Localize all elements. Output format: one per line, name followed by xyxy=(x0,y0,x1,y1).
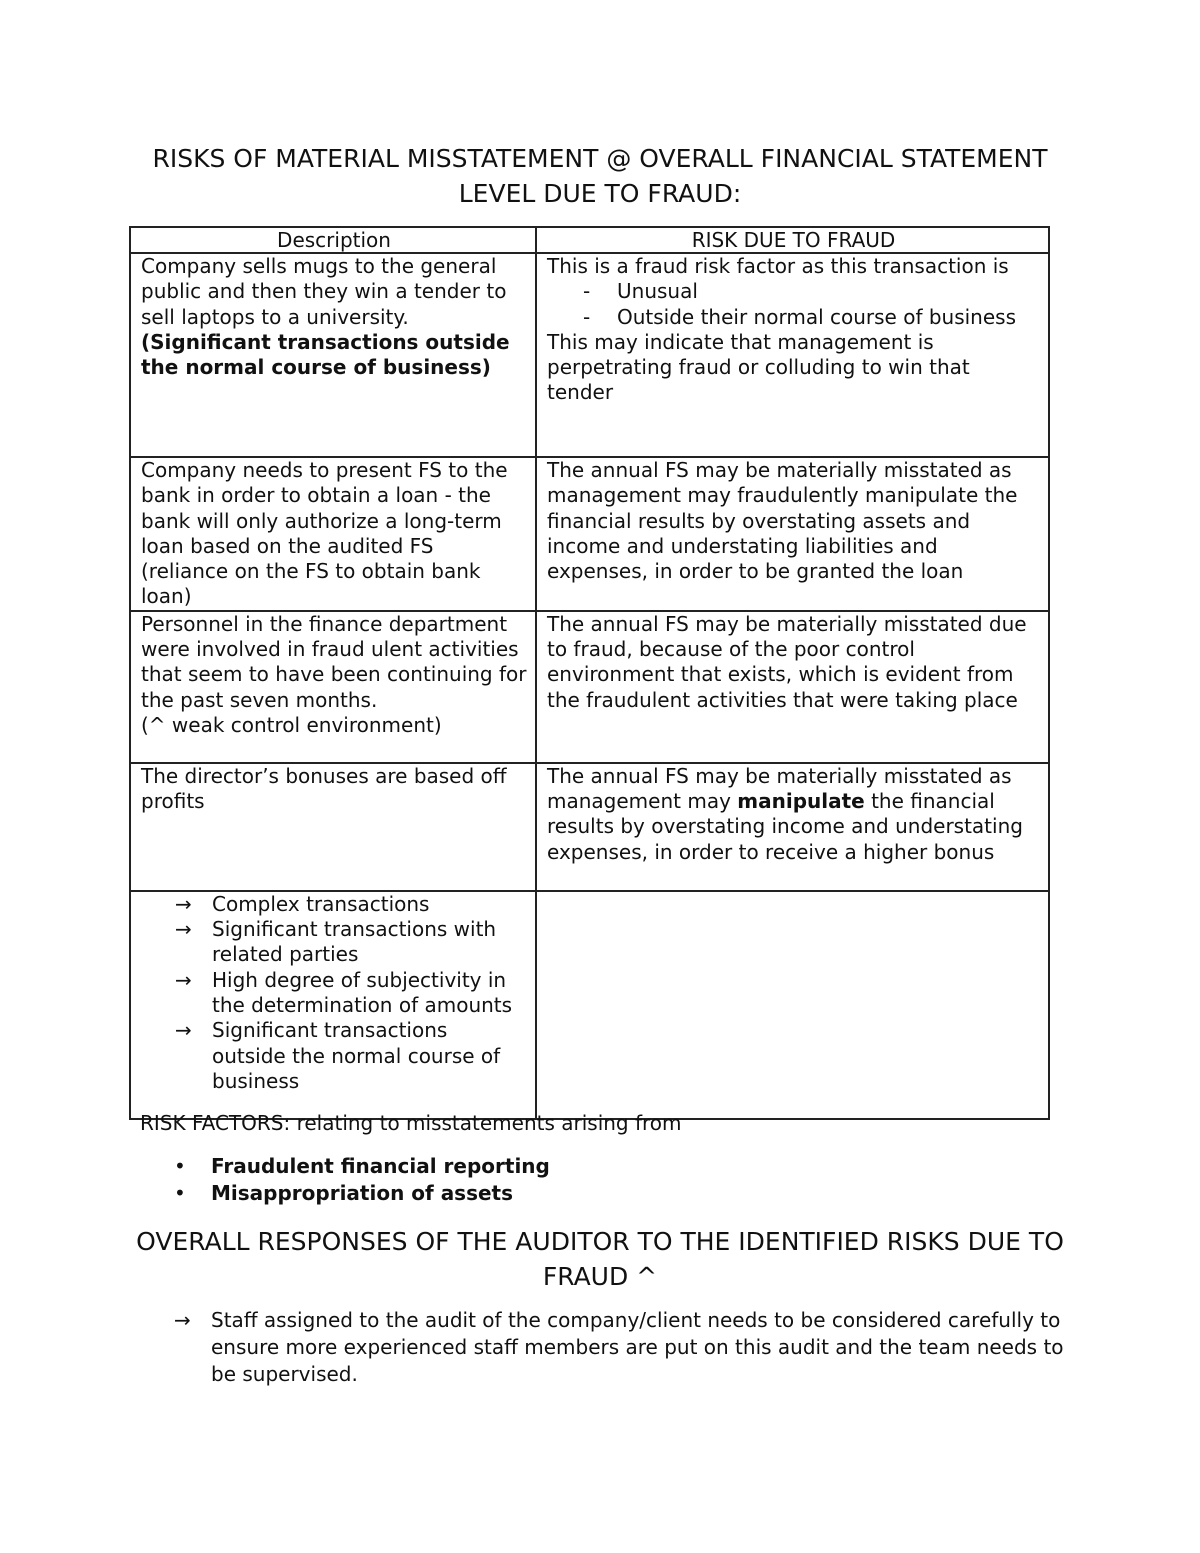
description-cell: The director’s bonuses are based off profits xyxy=(130,763,536,891)
description-text: Company sells mugs to the general public and then they win a tender to sell laptops to a university. xyxy=(141,254,507,329)
list-item-text: Fraudulent financial reporting xyxy=(211,1154,550,1178)
risk-cell: The annual FS may be materially misstated as management may fraudulently manipulate the financial results by overstating assets and income and understating liabilities and expenses, in order to be granted the loan xyxy=(536,457,1049,611)
list-item-text: Staff assigned to the audit of the company/client needs to be considered carefully to ensure more experienced staff members are put on this audit and the team needs to be supervised. xyxy=(211,1308,1064,1386)
description-cell xyxy=(130,891,536,1119)
table-row xyxy=(130,611,1049,763)
arrow-icon: → xyxy=(175,1018,192,1043)
risk-factors-intro: RISK FACTORS: relating to misstatements arising from xyxy=(140,1111,682,1135)
risk-text: The annual FS may be materially misstated as management may xyxy=(547,763,1012,814)
list-item xyxy=(140,1180,1070,1207)
description-cell xyxy=(130,611,536,763)
list-item-text: Outside their normal course of business xyxy=(617,304,1017,329)
dash-marker: - xyxy=(583,304,591,329)
description-bold-text: (Significant transactions outside the normal course of business) xyxy=(141,329,510,380)
risk-intro: This is a fraud risk factor as this transaction is xyxy=(547,254,1009,278)
risk-cell xyxy=(536,763,1049,891)
column-header-risk: RISK DUE TO FRAUD xyxy=(536,227,1049,253)
risk-text: the financial results by overstating income and understating expenses, in order to receive a higher bonus xyxy=(547,789,1023,864)
table-header-row xyxy=(130,227,1049,253)
list-item xyxy=(547,305,1040,330)
description-note: (^ weak control environment) xyxy=(141,712,442,737)
dash-marker: - xyxy=(583,279,591,304)
list-item-text: Misappropriation of assets xyxy=(211,1181,514,1205)
risk-points-list xyxy=(547,279,1040,330)
list-item xyxy=(140,1307,1070,1388)
list-item-text: Significant transactions with related parties xyxy=(212,917,497,967)
list-item-text: High degree of subjectivity in the determination of amounts xyxy=(212,967,513,1017)
list-item-text: Unusual xyxy=(617,279,698,304)
arrow-icon: → xyxy=(175,917,192,942)
risk-conclusion: This may indicate that management is perpetrating fraud or colluding to win that tender xyxy=(547,329,970,405)
list-item-text: Significant transactions outside the normal course of business xyxy=(212,1018,501,1093)
arrow-icon: → xyxy=(175,891,192,916)
arrow-icon: → xyxy=(174,1308,191,1332)
risk-factor-arrow-list xyxy=(141,892,527,1094)
risk-cell: The annual FS may be materially misstated due to fraud, because of the poor control environment that exists, which is evident from the fraudulent activities that were taking place xyxy=(536,611,1049,763)
risk-factors-list xyxy=(140,1153,1070,1207)
description-cell xyxy=(130,253,536,457)
risk-cell xyxy=(536,253,1049,457)
auditor-responses-section xyxy=(140,1307,1070,1388)
list-item xyxy=(141,917,527,968)
column-header-description: Description xyxy=(130,227,536,253)
table-row xyxy=(130,763,1049,891)
list-item xyxy=(141,968,527,1019)
risk-bold-text: manipulate xyxy=(737,789,865,814)
page-title: RISKS OF MATERIAL MISSTATEMENT @ OVERALL FINANCIAL STATEMENT LEVEL DUE TO FRAUD: xyxy=(152,144,1048,208)
table-row xyxy=(130,891,1049,1119)
risk-cell-empty xyxy=(536,891,1049,1119)
list-item xyxy=(141,892,527,917)
table-row xyxy=(130,253,1049,457)
description-cell: Company needs to present FS to the bank in order to obtain a loan - the bank will only authorize a long-term loan based on the audited FS (reliance on the FS to obtain bank loan) xyxy=(130,457,536,611)
responses-list xyxy=(140,1307,1070,1388)
section-title: OVERALL RESPONSES OF THE AUDITOR TO THE IDENTIFIED RISKS DUE TO FRAUD ^ xyxy=(136,1227,1064,1291)
bullet-icon: • xyxy=(174,1181,186,1205)
bullet-icon: • xyxy=(174,1154,186,1178)
risk-factors-section xyxy=(140,1110,1070,1207)
description-text: Personnel in the finance department were involved in fraud ulent activities that seem to have been continuing for the past seven months. xyxy=(141,611,527,712)
list-item xyxy=(141,1018,527,1094)
arrow-icon: → xyxy=(175,967,192,992)
list-item xyxy=(547,279,1040,304)
table-row xyxy=(130,457,1049,611)
fraud-risk-table xyxy=(129,226,1050,1120)
list-item xyxy=(140,1153,1070,1180)
list-item-text: Complex transactions xyxy=(212,891,430,916)
